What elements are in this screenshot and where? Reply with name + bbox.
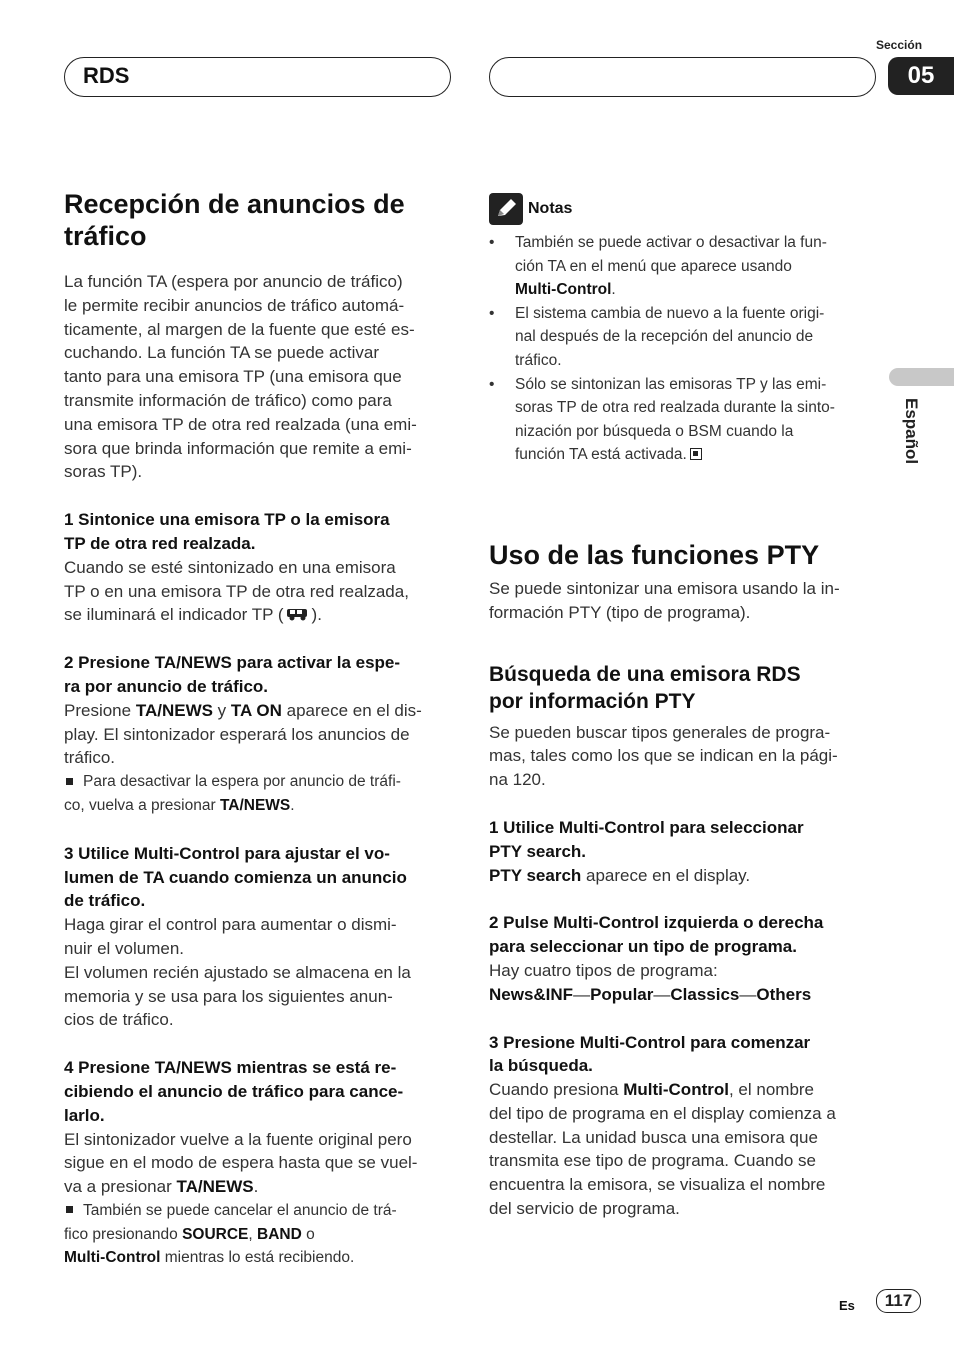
right-column — [489, 193, 881, 1221]
traffic-title: Recepción de anuncios de tráfico — [64, 189, 405, 251]
note-item: • También se puede activar o desactivar la fun- ción TA en el menú que aparece usando Multi-Control. — [489, 234, 827, 299]
footer-lang: Es — [839, 1298, 855, 1313]
note-item: • El sistema cambia de nuevo a la fuente origi- nal después de la recepción del anuncio de tráfico. — [489, 304, 825, 369]
pty-step-3-body: Cuando presiona Multi-Control, el nombre del tipo de programa en el display comienza a destellar. La unidad busca una emisora que transmita ese tipo de programa. Cuando se encuentra la emisora, se visualiza el nombre del servicio de programa. — [489, 1080, 836, 1219]
tp-indicator-icon — [284, 607, 312, 621]
pty-intro: Se puede sintonizar una emisora usando la in- formación PTY (tipo de programa). — [489, 578, 840, 622]
page-number: 117 — [876, 1289, 921, 1313]
section-number: 05 — [888, 57, 954, 95]
step-4-heading: 4 Presione TA/NEWS mientras se está re- cibiendo el anuncio de tráfico para cance- larlo. — [64, 1058, 404, 1125]
step-1-body: Cuando se esté sintonizado en una emisora TP o en una emisora TP de otra red realzada, se iluminará el indicador TP ( ). — [64, 557, 409, 625]
step-3-body: Haga girar el control para aumentar o dismi- nuir el volumen. El volumen recién ajustado se almacena en la memoria y se usa para los siguientes anun- cios de tráfico. — [64, 915, 411, 1030]
step-2-heading: 2 Presione TA/NEWS para activar la espe- ra por anuncio de tráfico. — [64, 653, 401, 696]
pty-step-2-body: Hay cuatro tipos de programa: News&INF—Popular—Classics—Others — [489, 960, 812, 1004]
notes-header — [489, 193, 881, 225]
note-item: • Sólo se sintonizan las emisoras TP y las emi- soras TP de otra red realzada durante la sinto- nización por búsqueda o BSM cuando la función TA está activada. — [489, 375, 835, 464]
pty-search-title: Búsqueda de una emisora RDS por información PTY — [489, 662, 801, 713]
step-3-heading: 3 Utilice Multi-Control para ajustar el vo- lumen de TA cuando comienza un anuncio de tráfico. — [64, 843, 407, 911]
step-4-body: El sintonizador vuelve a la fuente original pero sigue en el modo de espera hasta que se vuel- va a presionar TA/NEWS. — [64, 1129, 418, 1197]
step-4-note: También se puede cancelar el anuncio de trá- fico presionando SOURCE, BAND o Multi-Control mientras lo está recibiendo. — [64, 1201, 397, 1267]
step-1-heading: 1 Sintonice una emisora TP o la emisora TP de otra red realzada. — [64, 510, 390, 553]
note-square-icon — [66, 1206, 73, 1213]
notes-pencil-icon — [489, 193, 523, 225]
language-tab — [889, 368, 954, 386]
pty-title: Uso de las funciones PTY — [489, 539, 820, 570]
step-2-body: Presione TA/NEWS y TA ON aparece en el dis- play. El sintonizador esperará los anuncios de tráfico. — [64, 700, 422, 768]
note-square-icon — [66, 778, 73, 785]
header-title-box — [64, 57, 451, 97]
notes-title: Notas — [528, 200, 573, 217]
pty-step-3-heading: 3 Presione Multi-Control para comenzar la búsqueda. — [489, 1032, 811, 1076]
section-label: Sección — [876, 38, 923, 52]
pty-step-2-heading: 2 Pulse Multi-Control izquierda o derecha para seleccionar un tipo de programa. — [489, 913, 824, 957]
end-mark-icon — [690, 448, 702, 460]
pty-step-1-body: PTY search aparece en el display. — [489, 865, 751, 885]
language-label: Español — [902, 398, 921, 465]
pty-step-1-heading: 1 Utilice Multi-Control para seleccionar PTY search. — [489, 817, 804, 861]
step-2-note: Para desactivar la espera por anuncio de tráfi- co, vuelva a presionar TA/NEWS. — [64, 773, 401, 814]
pty-search-intro: Se pueden buscar tipos generales de progra- mas, tales como los que se indican en la pági- na 120. — [489, 722, 838, 790]
header-right-box — [489, 57, 876, 97]
traffic-intro: La función TA (espera por anuncio de tráfico) le permite recibir anuncios de tráfico automá- ticamente, al margen de la fuente que esté es- cuchando. La función TA se puede activar tanto para una emisora TP (una emisora que transmite información de tráfico) como para una emisora TP de otra red realzada (una emi- sora que brinda información que remite a emi- soras TP). — [64, 272, 417, 482]
header-title: RDS — [83, 63, 130, 88]
left-column — [64, 188, 456, 1270]
